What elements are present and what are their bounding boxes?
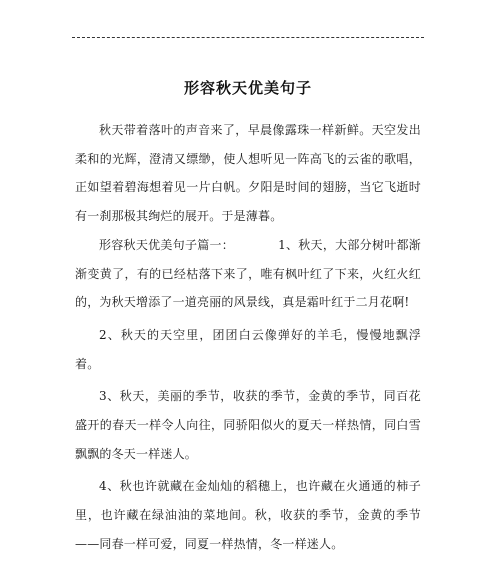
section-label: 形容秋天优美句子篇一： <box>99 237 235 252</box>
intro-paragraph: 秋天带着落叶的声音来了，早晨像露珠一样新鲜。天空发出柔和的光辉，澄清又缥缈，使人想听见一阵高飞的云雀的歌唱，正如望着碧海想着见一片白帆。夕阳是时间的翅膀，当它飞逝时有一刹那极其绚烂的展开。于是薄暮。 <box>75 123 421 224</box>
header-dashed-rule <box>72 37 424 38</box>
section-first-item-paragraph <box>75 231 421 317</box>
list-item-1: 1、秋天，大部分树叶都渐渐变黄了，有的已经枯落下来了，唯有枫叶红了下来，火红火红的，为秋天增添了一道亮丽的风景线，真是霜叶红于二月花啊! <box>75 237 421 310</box>
document-title: 形容秋天优美句子 <box>183 79 312 97</box>
list-item-4: 4、秋也许就藏在金灿灿的稻穗上，也许藏在火通通的柿子里，也许藏在绿油油的菜地间。秋，收获的季节，金黄的季节——同春一样可爱，同夏一样热情，冬一样迷人。 <box>75 479 421 551</box>
document-body <box>75 116 421 559</box>
list-item-2: 2、秋天的天空里，团团白云像弹好的羊毛，慢慢地飘浮着。 <box>75 327 421 371</box>
list-item-3: 3、秋天，美丽的季节，收获的季节，金黄的季节，同百花盛开的春天一样令人向往，同骄阳似火的夏天一样热情，同白雪飘飘的冬天一样迷人。 <box>75 389 421 461</box>
